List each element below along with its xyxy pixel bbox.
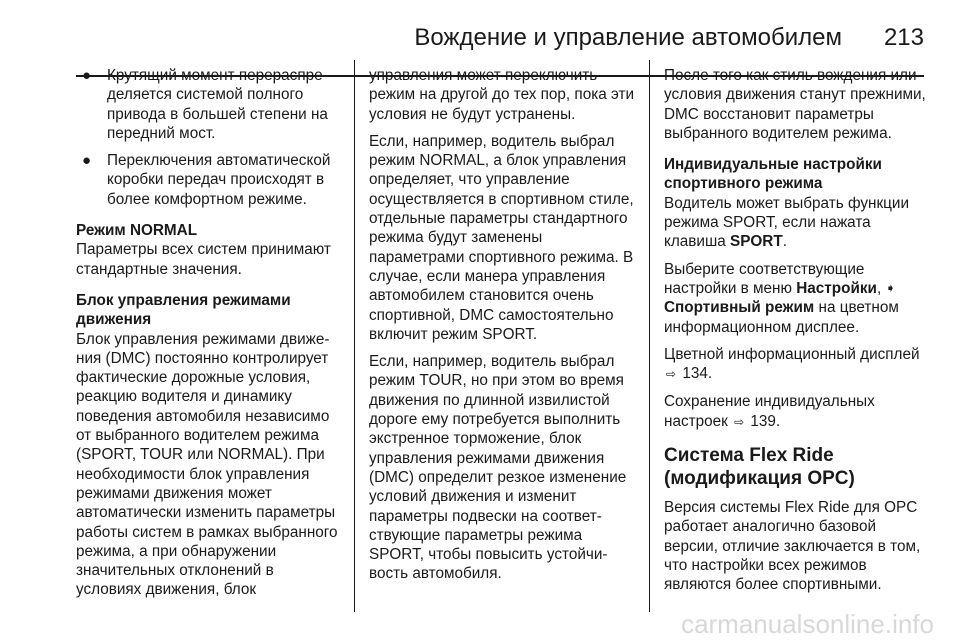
column-3 — [664, 66, 928, 603]
page-reference-icon: ⇨ — [666, 367, 677, 382]
paragraph: управления может переключить режим на другой до тех пор, пока эти условия не будут устранены. — [369, 67, 635, 123]
bullet-dot-icon: ● — [82, 67, 92, 84]
bullet-item — [76, 151, 340, 209]
flex-ride-heading: Система Flex Ride (модификация OPC) — [664, 445, 855, 490]
menu-arrow-icon: ➧ — [885, 280, 896, 295]
page-reference-icon: ⇨ — [734, 414, 745, 429]
page-header — [0, 22, 960, 58]
individual-settings-heading: Индивидуальные настройки спортивного режима — [664, 156, 882, 193]
bullet-item — [76, 66, 340, 143]
column-2 — [369, 66, 637, 592]
page-title: Вождение и управление автомобилем — [414, 24, 842, 51]
bullet-text: Крутящий момент перераспределяется системой полного привода в большей степени на передний мост. — [107, 67, 328, 142]
save-reference: Сохранение индивидуальных настроек ⇨ 139. — [664, 392, 928, 432]
column-divider-1 — [354, 60, 355, 612]
paragraph: После того как стиль вождения или условия движения станут прежними, DMC восстановит параметры выбранного водителем режима. — [664, 67, 926, 142]
menu-item-sport-mode: Спортивный режим — [664, 299, 815, 317]
normal-mode-heading: Режим NORMAL — [76, 222, 198, 240]
bullet-text: Переключения автоматической коробки передач происходят в более комфортном режиме. — [107, 152, 331, 208]
column-divider-2 — [649, 60, 650, 612]
dmc-heading: Блок управления режимами движения — [76, 291, 291, 329]
individual-settings-text: Водитель может выбрать функции режима SPORT, если нажата клавиша SPORT. — [664, 194, 910, 251]
paragraph: Если, например, водитель выбрал режим NORMAL, а блок управления определяет, что управление осуществляется в спортивном стиле, отдельные параметры стандартного режима будут заменены параметрами спортивного режима. В случае, если манера управления автомобилем становится очень спортивной, DMC самостоятельно включит режим SPORT. — [369, 132, 634, 343]
normal-mode-text: Параметры всех систем принимают стандартные значения. — [76, 241, 331, 278]
menu-item-settings: Настройки — [796, 279, 877, 297]
sport-key-label: SPORT — [730, 233, 783, 251]
menu-path-text: Выберите соответствующие настройки в меню Настройки, ➧ Спортивный режим на цветном информационном дисплее. — [664, 260, 899, 336]
dmc-text: Блок управления режимами движения (DMC) постоянно контролирует фактические дорожные условия, реакцию водителя и динамику поведения автомобиля независимо от выбранного водителем режима (SPORT, TOUR или NORMAL). При необходимости блок управления режимами движения может автоматически изменить параметры работы систем в рамках выбранного режима, а при обнаружении значительных отклонений в условиях движения, блок — [76, 330, 338, 599]
page-number: 213 — [883, 24, 924, 51]
paragraph: Если, например, водитель выбрал режим TOUR, но при этом во время движения по длинной извилистой дороге ему потребуется выполнить экстренное торможение, блок управления режимами движения (DMC) определит резкое изменение условий движения и изменит параметры подвески на соответствующие параметры режима SPORT, чтобы повысить устойчивость автомобиля. — [369, 353, 627, 583]
flex-ride-text: Версия системы Flex Ride для OPC работает аналогично базовой версии, отличие заключается в том, что настройки всех режимов являются более спортивными. — [664, 499, 921, 594]
display-reference: Цветной информационный дисплей ⇨ 134. — [664, 345, 928, 385]
bullet-dot-icon: ● — [82, 152, 92, 170]
site-watermark: carmanualsonline.info — [681, 609, 934, 639]
column-1 — [76, 66, 340, 608]
